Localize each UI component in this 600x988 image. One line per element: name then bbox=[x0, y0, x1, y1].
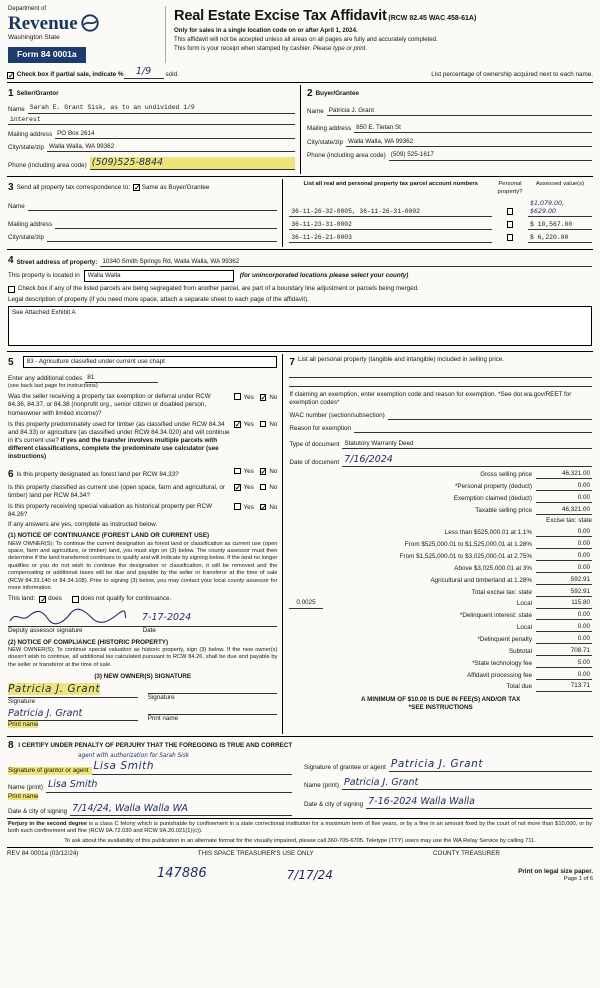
tax-line-value[interactable]: 0.00 bbox=[536, 482, 592, 491]
grantee-signature-label: Signature of grantee or agent bbox=[304, 764, 386, 772]
seller-phone-label: Phone (including area code) bbox=[8, 162, 87, 170]
corr-mailing-label: Mailing address bbox=[8, 221, 53, 229]
doc-type-input[interactable]: Statutory Warranty Deed bbox=[342, 440, 592, 449]
tax-line-value[interactable]: 0.00 bbox=[536, 564, 592, 573]
seller-name-input[interactable]: Sarah E. Grant Sisk, as to an undivided 1/9 bbox=[28, 104, 295, 113]
buyer-name-input[interactable]: Patricia J. Grant bbox=[327, 107, 592, 116]
deputy-assessor-signature[interactable] bbox=[8, 608, 128, 625]
notice2-title: (2) NOTICE OF COMPLIANCE (HISTORIC PROPERTY) bbox=[8, 638, 169, 646]
print-name-hl-label: Print name bbox=[8, 792, 39, 800]
seller-name-label: Name bbox=[8, 105, 25, 113]
tax-line bbox=[289, 635, 592, 644]
predominate-use-question: Is this property predominately used for timber (as classified under RCW 84.34 and 84.33) or agriculture (as classified under RCW 84.34.020) and will continue in it's current use? bbox=[8, 420, 230, 445]
tax-line-value[interactable]: 46,321.00 bbox=[536, 506, 592, 515]
section7-number: 7 bbox=[289, 356, 295, 368]
buyer-city-label: City/state/zip bbox=[307, 138, 344, 146]
buyer-title: Buyer/Grantee bbox=[315, 89, 359, 97]
yes-label: Yes bbox=[243, 421, 254, 429]
tax-line-label: *Delinquent interest: state bbox=[459, 612, 532, 620]
header-note-3b: Please type or print. bbox=[312, 44, 368, 52]
section4-number: 4 bbox=[8, 255, 14, 267]
correspondence-intro: Send all property tax correspondence to: bbox=[16, 183, 130, 191]
grantee-signature-block bbox=[300, 753, 592, 816]
s6q2-yes-checkbox[interactable]: ✓ bbox=[234, 483, 241, 493]
doc-date-label: Date of document bbox=[289, 458, 340, 466]
personal-property-column-header: Personal property? bbox=[497, 181, 523, 195]
parcel-table bbox=[282, 179, 593, 247]
grantor-signature-block bbox=[8, 753, 300, 816]
tax-line-value[interactable]: 5.00 bbox=[536, 659, 592, 668]
tax-line-label: Agricultural and timberland at 1.28% bbox=[430, 576, 532, 584]
rcw-reference: (RCW 82.45 WAC 458-61A) bbox=[388, 15, 477, 22]
s5q1-yes-checkbox[interactable] bbox=[234, 393, 241, 400]
wac-number-input[interactable] bbox=[388, 411, 592, 420]
new-owner-signature-input[interactable]: Patricia J. Grant bbox=[8, 683, 101, 696]
legal-description-input[interactable]: See Attached Exhibit A bbox=[8, 306, 592, 346]
street-address-input[interactable]: 10340 Smith Springs Rd, Walla Walla, WA 99362 bbox=[100, 258, 592, 267]
footer-row bbox=[7, 850, 593, 858]
street-address-label: Street address of property: bbox=[16, 258, 98, 266]
tax-line-label: Total excise tax: state bbox=[471, 588, 532, 596]
legal-size-note: Print on legal size paper. bbox=[518, 867, 593, 875]
dept-of-label: Department of bbox=[8, 6, 47, 12]
washington-state-label: Washington State bbox=[8, 33, 60, 41]
yes-label: Yes bbox=[243, 468, 254, 476]
tax-line bbox=[289, 494, 592, 503]
tax-line-label: Local bbox=[516, 600, 532, 608]
seller-mailing-input[interactable]: PO Box 2614 bbox=[55, 130, 295, 139]
tax-line-value[interactable]: 0.00 bbox=[536, 494, 592, 503]
tax-line bbox=[289, 611, 592, 620]
tax-line-label: Affidavit processing fee bbox=[466, 671, 532, 679]
tax-line bbox=[289, 482, 592, 491]
alt-format-note: To ask about the availability of this publication in an alternate format for the visually impaired, please call 360-705-6705. Teletype (TTY) users may use the WA Relay Service by calling 711. bbox=[64, 837, 536, 844]
seller-section bbox=[7, 85, 300, 174]
grantee-print-label: Name (print) bbox=[304, 781, 339, 789]
wac-number-label: WAC number (section/subsection) bbox=[289, 411, 385, 419]
doc-type-label: Type of document bbox=[289, 440, 340, 448]
assessed-value-input[interactable]: $ 10,567.00 bbox=[528, 221, 592, 230]
tax-line-label: Local bbox=[516, 624, 532, 632]
minimum-due-note: A MINIMUM OF $10.00 IS DUE IN FEE(S) AND/OR TAX bbox=[361, 695, 521, 703]
grantor-agent-note: agent with authorization for Sarah Sisk bbox=[78, 752, 190, 759]
parcel-number-input[interactable]: 36-11-26-21-0003 bbox=[289, 234, 492, 243]
signature-label: Signature bbox=[147, 694, 175, 702]
tax-line-label: Excise tax: state bbox=[546, 517, 592, 525]
s6q2-no-checkbox[interactable] bbox=[260, 484, 267, 491]
seller-name-input-line2[interactable]: interest bbox=[8, 116, 295, 125]
tax-line-value[interactable]: 0.00 bbox=[536, 528, 592, 537]
tax-line-value[interactable]: 0.00 bbox=[536, 635, 592, 644]
grantor-date-label: Date & city of signing bbox=[8, 807, 68, 815]
tax-line-label: Exemption claimed (deduct) bbox=[453, 494, 532, 502]
tax-line bbox=[289, 659, 592, 668]
tax-line bbox=[289, 540, 592, 549]
tax-line-value[interactable]: 592.91 bbox=[536, 576, 592, 585]
revenue-wordmark: Revenue bbox=[8, 12, 78, 34]
parcel-row bbox=[289, 200, 592, 217]
exemption-note: If claiming an exemption, enter exemption code and reason for exemption. *See dor.wa.gov/REET for exemption codes* bbox=[289, 390, 572, 406]
current-use-question: Is this property classified as current use (open space, farm and agricultural, or timber) land per RCW 84.34? bbox=[8, 483, 225, 499]
tax-line bbox=[289, 599, 592, 608]
grantee-signature-input[interactable]: Patricia J. Grant bbox=[389, 758, 592, 773]
tax-line-label: Gross selling price bbox=[480, 470, 532, 478]
grantor-print-label: Name (print) bbox=[8, 784, 43, 792]
title-block bbox=[165, 6, 592, 63]
assessed-value-column-header: Assessed value(s) bbox=[535, 181, 585, 188]
tax-line-value[interactable]: 0.00 bbox=[536, 623, 592, 632]
form-number-badge: Form 84 0001a bbox=[8, 47, 86, 62]
no-label: No bbox=[269, 503, 278, 511]
new-owner-print-input[interactable]: Patricia J. Grant bbox=[8, 708, 83, 720]
s5q1-no-checkbox[interactable]: ✓ bbox=[260, 392, 267, 402]
tax-line-value[interactable]: 592.91 bbox=[536, 588, 592, 597]
tax-line-label: Total due bbox=[506, 683, 532, 691]
parcel-number-input[interactable]: 36-11-26-32-0005, 36-11-26-31-0002 bbox=[289, 208, 492, 217]
historic-property-question: Is this property receiving special valuation as historical property per RCW 84.26? bbox=[8, 502, 213, 519]
certify-statement: I CERTIFY UNDER PENALTY OF PERJURY THAT THE FOREGOING IS TRUE AND CORRECT bbox=[18, 741, 293, 749]
tax-line bbox=[289, 682, 592, 691]
corr-name-input[interactable] bbox=[28, 202, 278, 211]
tax-line bbox=[289, 470, 592, 479]
tax-line-label: *Personal property (deduct) bbox=[454, 482, 532, 490]
land-does-not-checkbox[interactable] bbox=[72, 596, 79, 603]
personal-property-input-1[interactable] bbox=[289, 369, 592, 378]
exemption-deferral-question: Was the seller receiving a property tax exemption or deferral under RCW 84.36, 84.37, or 84.38 (nonprofit org., senior citizen or disabled person, homeowner with limited income)? bbox=[8, 393, 211, 417]
assessed-value-input[interactable]: $1,079.00, $629.00 bbox=[528, 200, 592, 217]
tax-line-value[interactable]: 708.71 bbox=[536, 647, 592, 656]
treasurer-stamp-number: 147886 bbox=[157, 866, 207, 882]
tax-line bbox=[289, 671, 592, 680]
additional-codes-label: Enter any additional codes bbox=[8, 374, 83, 382]
property-section bbox=[7, 252, 593, 349]
tax-lines bbox=[289, 470, 592, 692]
tax-line-label: From $525,000.01 to $1,525,000.01 at 1.28% bbox=[404, 541, 532, 549]
buyer-section bbox=[300, 85, 593, 174]
grantee-date-input[interactable]: 7-16-2024 Walla Walla bbox=[366, 796, 592, 809]
seller-mailing-label: Mailing address bbox=[8, 130, 53, 138]
s6q1-yes-checkbox[interactable] bbox=[234, 468, 241, 475]
same-as-buyer-checkbox[interactable]: ✓ bbox=[133, 183, 141, 193]
parcel-rows bbox=[289, 200, 592, 243]
partial-sale-label: Check box if partial sale, indicate % bbox=[16, 70, 124, 78]
see-back-note: (see back last page for instructions) bbox=[8, 382, 98, 389]
land-use-column bbox=[7, 354, 282, 734]
buyer-mailing-input[interactable]: 850 E. Tietan St bbox=[354, 124, 592, 133]
does-label: does bbox=[48, 595, 62, 603]
header-note-3: This form is your receipt when stamped by cashier. bbox=[174, 44, 313, 52]
perjury-lead: Perjury in the second degree bbox=[8, 821, 87, 828]
tax-line bbox=[289, 623, 592, 632]
parties-section bbox=[7, 85, 593, 174]
parcel-column-header: List all real and personal property tax parcel account numbers bbox=[303, 181, 478, 188]
partial-sale-percent-input[interactable]: 1/9 bbox=[124, 66, 164, 79]
no-label: No bbox=[269, 421, 278, 429]
legal-description-label: Legal description of property (if you need more space, attach a separate sheet to each page of the affidavit). bbox=[8, 296, 309, 304]
page-title: Real Estate Excise Tax Affidavit bbox=[174, 8, 387, 24]
no-label: No bbox=[269, 468, 278, 476]
segregated-label: Check box if any of the listed parcels are being segregated from another parcel, are part of a boundary line adjustment or parcels being merged. bbox=[17, 285, 419, 293]
notice1-body: NEW OWNER(S): To continue the current designation as forest land or classification as current use (open space, farm and agriculture, or timber) land, you must sign on (3) below. The county assessor must then determine if the land transferred continues to qualify and will indicate by signing below. If the land no longer qualifies or you do not wish to continue the designation or classification, it will be removed and the compensating or additional taxes will be due and payable by the seller or transferor at the time of sale (RCW 84.33.140 or 84.34.108). Prior to signing (3) below, you may contact your local county assessor for more information. bbox=[8, 540, 278, 591]
predominate-use-question-bold: If yes and the transfer involves multiple parcels with different classifications, complete the predominate use calculator (see instructions) bbox=[8, 437, 219, 461]
notice2-body: NEW OWNER(S): To continue special valuation as historic property, sign (3) below. If the new owner(s) doesn't wish to continue, all additional tax calculated pursuant to RCW 84.26, shall be due and payable by the seller or transferor at the time of sale. bbox=[8, 646, 278, 668]
personal-property-checkbox[interactable] bbox=[507, 221, 514, 228]
partial-sale-checkbox[interactable]: ✓ bbox=[8, 71, 15, 81]
tax-line-value[interactable]: 0.00 bbox=[536, 671, 592, 680]
yes-label: Yes bbox=[243, 393, 254, 401]
no-label: No bbox=[269, 484, 278, 492]
tax-line bbox=[289, 564, 592, 573]
located-in-select[interactable]: Walla Walla bbox=[84, 270, 234, 282]
deputy-assessor-label: Deputy assessor signature bbox=[8, 626, 83, 634]
assessed-value-input[interactable]: $ 6,220.00 bbox=[528, 234, 592, 243]
header-note-1: Only for sales in a single location code on or after April 1, 2024. bbox=[174, 26, 358, 34]
land-does-checkbox[interactable]: ✓ bbox=[40, 595, 47, 605]
personal-property-checkbox[interactable] bbox=[507, 208, 514, 215]
section6-number: 6 bbox=[8, 468, 14, 480]
tax-line-value[interactable]: 46,321.00 bbox=[536, 470, 592, 479]
this-land-label: This land: bbox=[8, 595, 36, 603]
notice3-title: (3) NEW OWNER(S) SIGNATURE bbox=[94, 673, 192, 681]
treasurer-space-label: THIS SPACE TREASURER'S USE ONLY bbox=[197, 850, 314, 858]
parcel-row bbox=[289, 221, 592, 230]
tax-line-value[interactable]: 0.00 bbox=[536, 611, 592, 620]
ownership-note: List percentage of ownership acquired next to each name. bbox=[431, 70, 593, 78]
reason-exemption-label: Reason for exemption bbox=[289, 424, 352, 432]
yes-label: Yes bbox=[243, 484, 254, 492]
use-and-tax-section bbox=[7, 354, 593, 734]
parcel-row bbox=[289, 234, 592, 243]
buyer-phone-input[interactable]: (509) 525-1617 bbox=[389, 151, 592, 160]
tax-line bbox=[289, 647, 592, 656]
tax-line-label: *State technology fee bbox=[472, 659, 532, 667]
tax-line bbox=[289, 576, 592, 585]
notice1-title: (1) NOTICE OF CONTINUANCE (FOREST LAND OR CURRENT USE) bbox=[8, 532, 210, 540]
tax-line-label: Subtotal bbox=[508, 647, 532, 655]
grantor-signature-label: Signature of grantor or agent bbox=[8, 767, 92, 775]
tax-line-value[interactable]: 713.71 bbox=[536, 682, 592, 691]
correspondence-section bbox=[7, 179, 593, 247]
seller-phone-input[interactable]: (509)525-8844 bbox=[90, 157, 295, 170]
same-as-buyer-label: Same as Buyer/Grantee bbox=[141, 183, 210, 191]
no-label: No bbox=[269, 393, 278, 401]
tax-line bbox=[289, 506, 592, 515]
s5q2-yes-checkbox[interactable]: ✓ bbox=[234, 420, 241, 430]
s5q2-no-checkbox[interactable] bbox=[260, 421, 267, 428]
tax-line bbox=[289, 517, 592, 525]
additional-codes-input[interactable]: 81 bbox=[85, 374, 158, 383]
s6q3-no-checkbox[interactable]: ✓ bbox=[260, 502, 267, 512]
answers-yes-note: If any answers are yes, complete as instructed below. bbox=[8, 521, 158, 529]
partial-sale-row bbox=[7, 66, 593, 79]
print-name-label: Print name bbox=[8, 721, 39, 729]
grantor-print-input[interactable]: Lisa Smith bbox=[46, 779, 292, 792]
section5-number: 5 bbox=[8, 356, 14, 368]
perjury-text: is a class C felony which is punishable by confinement in a state correctional institution for a maximum term of five years, or by a fine in an amount fixed by the court of not more than $10,000, or by both such confinement and fine (RCW 9A.72.030 and RCW 9A.20.021(1)(c)). bbox=[8, 821, 592, 835]
does-not-label: does not qualify for continuance. bbox=[80, 595, 172, 603]
buyer-name-label: Name bbox=[307, 107, 324, 115]
dor-logo bbox=[8, 6, 158, 63]
tax-line-value[interactable]: 115.80 bbox=[536, 599, 592, 608]
seller-city-input[interactable]: Walla Walla, WA 99362 bbox=[47, 143, 295, 152]
treasurer-stamp-area bbox=[7, 866, 593, 883]
tax-correspondence bbox=[7, 179, 282, 247]
rev-number: REV 84 0001a (03/12/24) bbox=[7, 850, 79, 858]
date-label: Date bbox=[142, 626, 156, 634]
yes-label: Yes bbox=[243, 503, 254, 511]
corr-city-label: City/state/zip bbox=[8, 234, 45, 242]
section8-number: 8 bbox=[8, 739, 14, 751]
tax-line-label: From $1,525,000.01 to $3,025,000.01 at 2.75% bbox=[399, 552, 532, 560]
parcel-number-input[interactable]: 36-11-23-31-0002 bbox=[289, 221, 492, 230]
section2-number: 2 bbox=[307, 87, 313, 99]
tax-line bbox=[289, 552, 592, 561]
page-indicator: Page 1 of 6 bbox=[563, 875, 593, 882]
buyer-mailing-label: Mailing address bbox=[307, 125, 352, 133]
new-owner-signature-input-2[interactable] bbox=[148, 683, 278, 694]
reason-exemption-input[interactable] bbox=[354, 424, 592, 433]
grantor-signature-input[interactable]: Lisa Smith bbox=[92, 760, 292, 775]
tax-line-value[interactable]: 0.00 bbox=[536, 552, 592, 561]
buyer-phone-label: Phone (including area code) bbox=[307, 152, 386, 160]
personal-property-input-2[interactable] bbox=[289, 378, 592, 387]
tax-line-label: Less than $525,000.01 at 1.1% bbox=[444, 529, 532, 537]
personal-property-checkbox[interactable] bbox=[507, 234, 514, 241]
forest-land-question: Is this property designated as forest land per RCW 84.33? bbox=[16, 470, 179, 478]
dor-logo-icon bbox=[81, 14, 99, 32]
tax-line-label: Taxable selling price bbox=[475, 506, 532, 514]
corr-city-input[interactable] bbox=[47, 234, 277, 243]
seller-title: Seller/Grantor bbox=[16, 89, 59, 97]
buyer-city-input[interactable]: Walla Walla, WA 99362 bbox=[346, 138, 592, 147]
grantee-date-label: Date & city of signing bbox=[304, 801, 364, 809]
sold-label: sold. bbox=[165, 70, 179, 78]
land-use-code-select[interactable]: 83 - Agriculture classified under current use chapt bbox=[23, 356, 278, 368]
tax-line-label: *Delinquent penalty bbox=[477, 635, 532, 643]
deputy-signature-date-input[interactable]: 7-17-2024 bbox=[142, 612, 192, 624]
located-in-note: (for unincorporated locations please select your county) bbox=[239, 272, 409, 280]
see-instructions-note: *SEE INSTRUCTIONS bbox=[408, 703, 473, 711]
tax-line-label: Above $3,025,000.01 at 3% bbox=[454, 564, 532, 572]
s6q3-yes-checkbox[interactable] bbox=[234, 503, 241, 510]
grantee-print-input[interactable]: Patricia J. Grant bbox=[342, 777, 592, 790]
signature-label: Signature bbox=[8, 697, 35, 705]
seller-city-label: City/state/zip bbox=[8, 144, 45, 152]
s6q1-no-checkbox[interactable]: ✓ bbox=[260, 467, 267, 477]
tax-line-value[interactable]: 0.00 bbox=[536, 540, 592, 549]
new-owner-print-input-2[interactable] bbox=[148, 704, 278, 715]
located-in-label: This property is located in bbox=[8, 272, 80, 280]
county-treasurer-label: COUNTY TREASURER bbox=[433, 850, 500, 858]
corr-mailing-input[interactable] bbox=[55, 221, 277, 230]
personal-property-intro: List all personal property (tangible and intangible) included in selling price. bbox=[297, 355, 505, 363]
header bbox=[7, 5, 593, 63]
segregated-checkbox[interactable] bbox=[8, 286, 15, 293]
tax-line bbox=[289, 588, 592, 597]
header-note-2: This affidavit will not be accepted unless all areas on all pages are fully and accurately completed. bbox=[174, 35, 438, 43]
print-name-label: Print name bbox=[147, 715, 179, 723]
treasurer-stamp-date: 7/17/24 bbox=[286, 867, 333, 882]
local-rate-value: 0.0025 bbox=[289, 599, 322, 608]
tax-line bbox=[289, 528, 592, 537]
certification-section bbox=[7, 739, 593, 816]
doc-date-input[interactable]: 7/16/2024 bbox=[342, 454, 592, 467]
corr-name-label: Name bbox=[8, 202, 25, 210]
section1-number: 1 bbox=[8, 87, 14, 99]
section3-number: 3 bbox=[8, 182, 14, 194]
grantor-date-input[interactable]: 7/14/24, Walla Walla WA bbox=[70, 803, 292, 816]
tax-computation-column bbox=[282, 354, 593, 734]
